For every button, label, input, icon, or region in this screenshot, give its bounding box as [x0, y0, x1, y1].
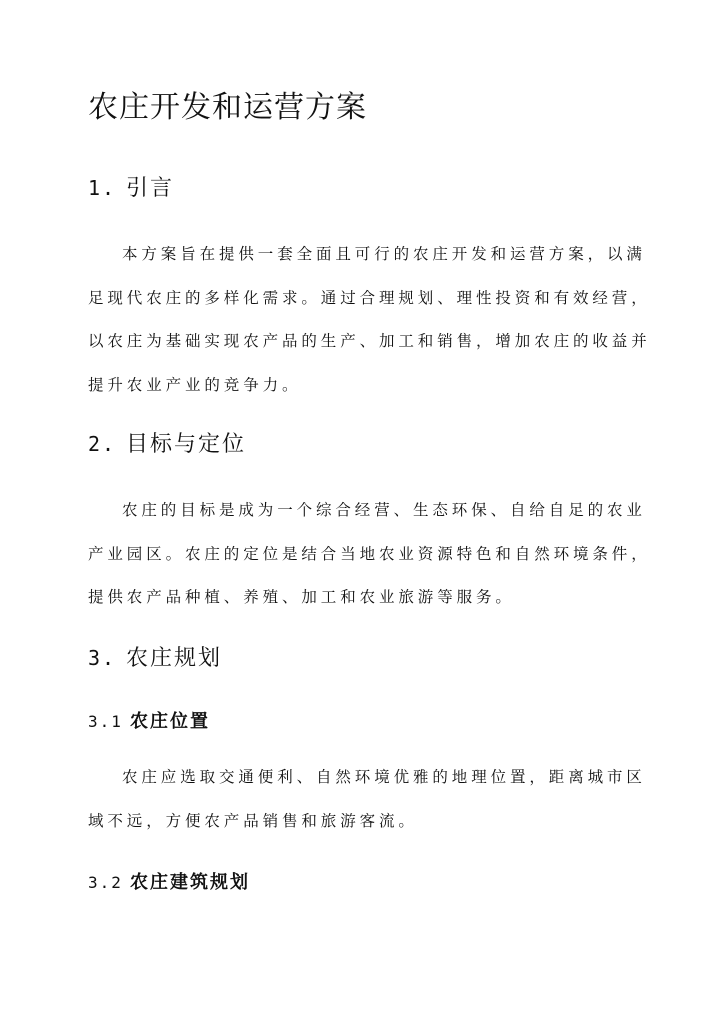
subsection-heading-location — [88, 708, 210, 736]
paragraph-line: 产业园区。农庄的定位是结合当地农业资源特色和自然环境条件， — [88, 544, 651, 563]
subsection-title: 农庄建筑规划 — [130, 872, 250, 893]
section-title: 引言 — [126, 176, 175, 201]
paragraph-location — [88, 756, 646, 843]
paragraph-line: 域不远，方便农产品销售和旅游客流。 — [88, 811, 418, 830]
subsection-number: 3.1 — [88, 712, 123, 731]
paragraph-line: 足现代农庄的多样化需求。通过合理规划、理性投资和有效经营， — [88, 288, 651, 307]
paragraph-introduction — [88, 233, 651, 407]
section-heading-planning — [88, 642, 222, 675]
paragraph-line: 农庄应选取交通便利、自然环境优雅的地理位置，距离城市区 — [122, 768, 646, 786]
section-number: 2. — [88, 432, 117, 456]
section-heading-goals — [88, 428, 246, 461]
paragraph-goals — [88, 489, 651, 620]
paragraph-line: 以农庄为基础实现农产品的生产、加工和销售，增加农庄的收益并 — [88, 332, 651, 350]
section-number: 1. — [88, 176, 117, 200]
paragraph-line: 提升农业产业的竞争力。 — [88, 375, 302, 394]
subsection-number: 3.2 — [88, 873, 123, 892]
section-heading-introduction — [88, 172, 174, 205]
section-title: 目标与定位 — [126, 432, 247, 457]
paragraph-line: 农庄的目标是成为一个综合经营、生态环保、自给自足的农业 — [122, 501, 646, 519]
subsection-heading-buildings — [88, 869, 250, 897]
section-title: 农庄规划 — [126, 646, 223, 671]
paragraph-line: 提供农产品种植、养殖、加工和农业旅游等服务。 — [88, 588, 515, 606]
document-title: 农庄开发和运营方案 — [88, 90, 367, 125]
section-number: 3. — [88, 646, 117, 670]
paragraph-line: 本方案旨在提供一套全面且可行的农庄开发和运营方案，以满 — [122, 245, 646, 263]
subsection-title: 农庄位置 — [130, 711, 210, 732]
